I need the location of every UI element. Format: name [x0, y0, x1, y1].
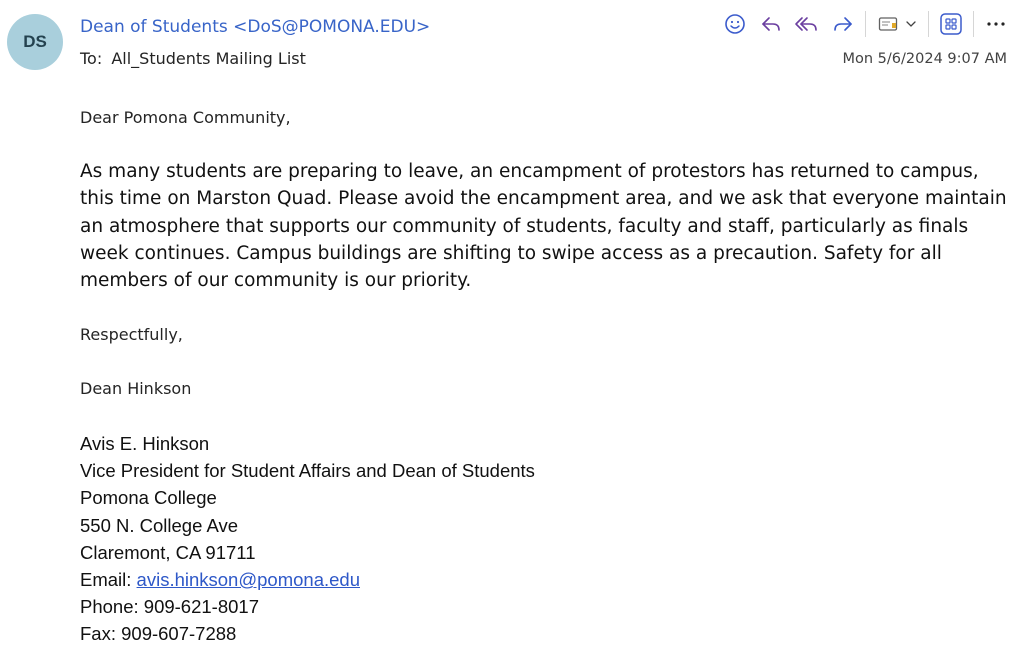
reply-all-icon — [794, 13, 820, 35]
email-signature — [80, 430, 535, 648]
signature-title: Vice President for Student Affairs and Dean of Students — [80, 460, 535, 482]
recipient-list[interactable]: All_Students Mailing List — [111, 49, 306, 68]
sender-name[interactable]: Dean of Students <DoS@POMONA.EDU> — [80, 17, 431, 37]
signature-address-line1: 550 N. College Ave — [80, 514, 239, 536]
email-link[interactable]: avis.hinkson@pomona.edu — [136, 569, 360, 591]
chevron-down-icon — [906, 20, 916, 28]
message-date: Mon 5/6/2024 9:07 AM — [842, 51, 1007, 67]
message-closing: Respectfully, — [80, 325, 183, 344]
more-icon — [986, 21, 1006, 27]
signature-fax: Fax: 909-607-7288 — [80, 623, 237, 645]
message-body: As many students are preparing to leave, an encampment of protestors has returned to campus, this time on Marston Quad. Please avoid the encampment area, and we ask that everyone maintain an atmosphere that supports our community of students, faculty and staff, particularly as finals week continues. Campus buildings are shifting to swipe access as a precaution. Safety for all members of our community is our priority. — [80, 161, 1007, 292]
toolbar-separator — [973, 11, 974, 37]
forward-icon — [831, 13, 855, 35]
toolbar-separator — [865, 11, 866, 37]
signature-address-line2: Claremont, CA 91711 — [80, 541, 256, 563]
message-signoff: Dean Hinkson — [80, 379, 192, 398]
signature-phone: Phone: 909-621-8017 — [80, 596, 259, 618]
apps-icon — [939, 12, 963, 36]
to-label: To: — [80, 49, 103, 68]
message-greeting: Dear Pomona Community, — [80, 108, 291, 127]
reply-all-button[interactable] — [789, 8, 825, 40]
signature-org: Pomona College — [80, 487, 217, 509]
recipient-line — [80, 49, 306, 68]
toolbar-separator — [928, 11, 929, 37]
more-actions-button[interactable] — [978, 8, 1014, 40]
message-toolbar — [717, 8, 1014, 40]
view-options-icon — [878, 15, 900, 33]
avatar-initials: DS — [23, 32, 47, 51]
signature-email-row — [80, 566, 535, 593]
emoji-reaction-button[interactable] — [717, 8, 753, 40]
forward-button[interactable] — [825, 8, 861, 40]
sender-avatar[interactable] — [7, 14, 63, 70]
email-label: Email: — [80, 569, 132, 591]
view-options-dropdown[interactable] — [870, 8, 924, 40]
reply-button[interactable] — [753, 8, 789, 40]
signature-name: Avis E. Hinkson — [80, 433, 210, 454]
apps-button[interactable] — [933, 8, 969, 40]
emoji-icon — [724, 13, 746, 35]
reply-icon — [759, 13, 783, 35]
